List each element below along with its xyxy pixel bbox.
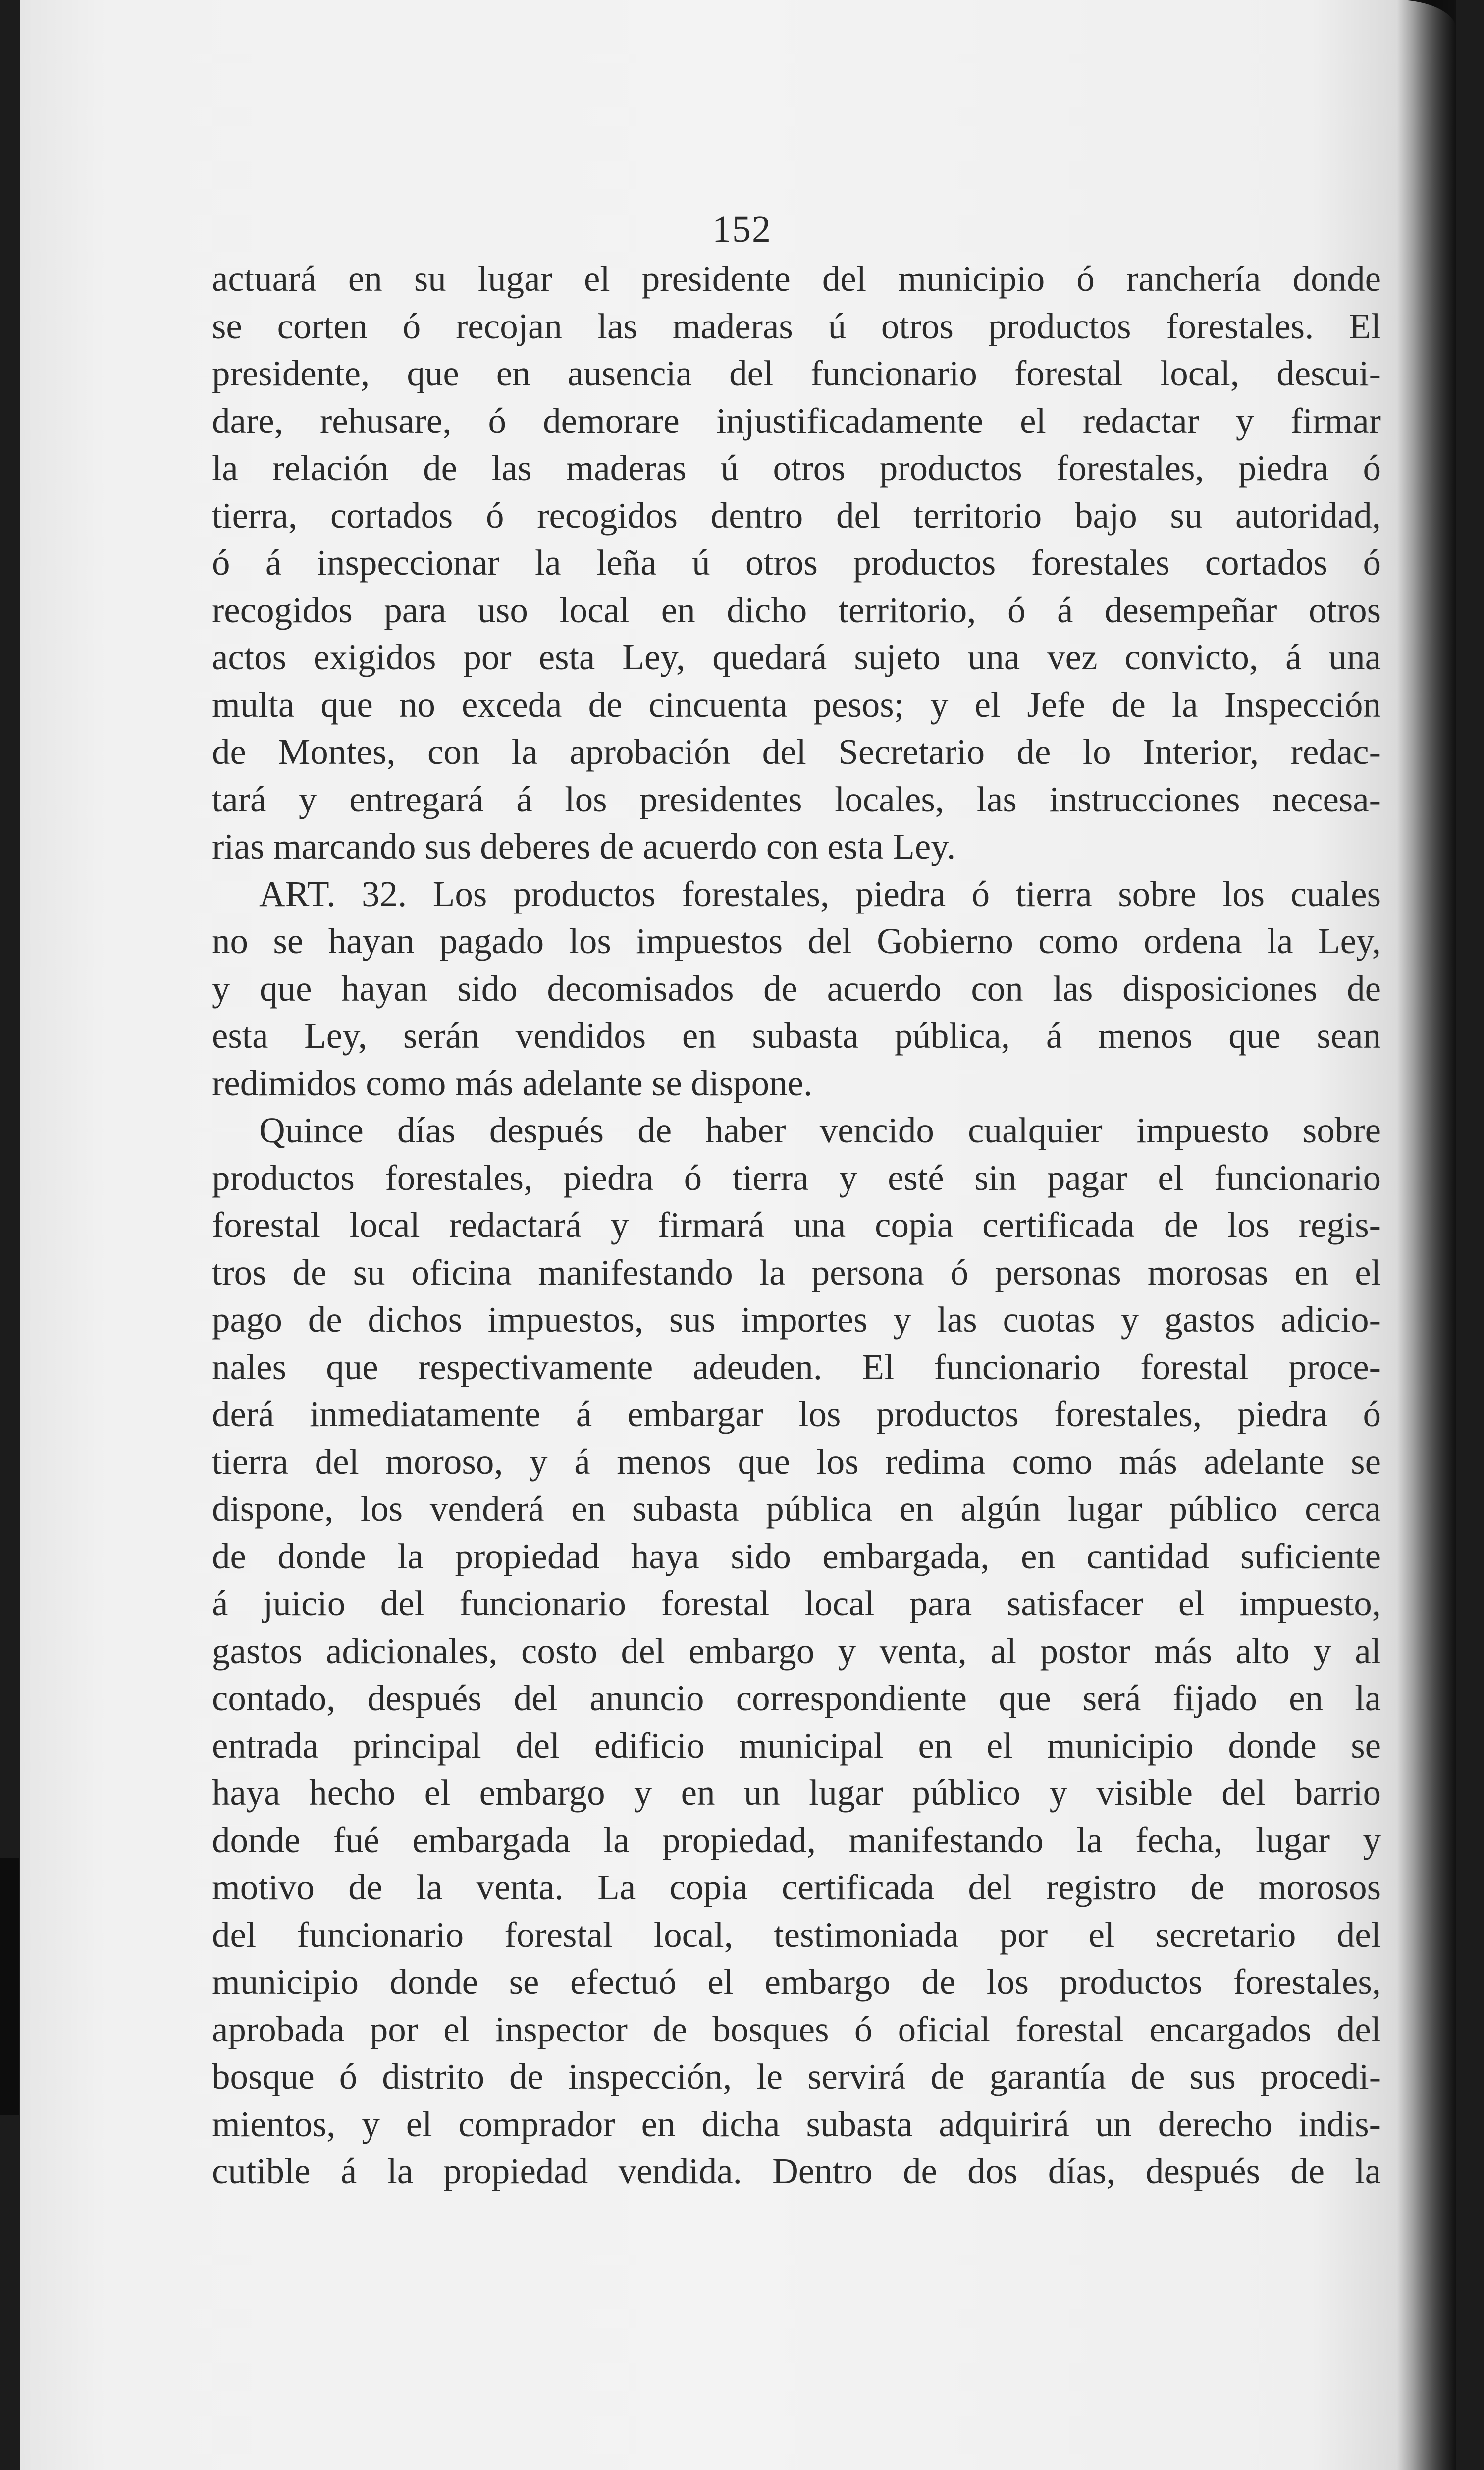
text-line: municipio donde se efectuó el embargo de los productos forestales, xyxy=(212,1962,1381,2002)
binding-mark xyxy=(0,1858,19,2115)
text-line: recogidos para uso local en dicho territorio, ó á desempeñar otros xyxy=(212,590,1381,630)
text-line: presidente, que en ausencia del funcionario forestal local, descui- xyxy=(212,353,1381,393)
text-line: se corten ó recojan las maderas ú otros productos forestales. El xyxy=(212,306,1381,346)
text-line: del funcionario forestal local, testimoniada por el secretario del xyxy=(212,1914,1381,1955)
text-line: tará y entregará á los presidentes locales, las instrucciones necesa- xyxy=(212,779,1381,819)
text-line: tierra del moroso, y á menos que los redima como más adelante se xyxy=(212,1441,1381,1482)
text-line: nales que respectivamente adeuden. El funcionario forestal proce- xyxy=(212,1346,1381,1387)
text-line: cutible á la propiedad vendida. Dentro de dos días, después de la xyxy=(212,2151,1381,2191)
text-line: mientos, y el comprador en dicha subasta adquirirá un derecho indis- xyxy=(212,2103,1381,2144)
text-line: derá inmediatamente á embargar los productos forestales, piedra ó xyxy=(212,1394,1381,1434)
text-line: ó á inspeccionar la leña ú otros productos forestales cortados ó xyxy=(212,542,1381,583)
text-line: actos exigidos por esta Ley, quedará sujeto una vez convicto, á una xyxy=(212,637,1381,677)
text-line: esta Ley, serán vendidos en subasta pública, á menos que sean xyxy=(212,1016,1381,1056)
text-line: y que hayan sido decomisados de acuerdo con las disposiciones de xyxy=(212,968,1381,1009)
text-line: á juicio del funcionario forestal local para satisfacer el impuesto, xyxy=(212,1583,1381,1623)
text-line: tros de su oficina manifestando la persona ó personas morosas en el xyxy=(212,1252,1381,1292)
text-line: aprobada por el inspector de bosques ó oficial forestal encargados del xyxy=(212,2009,1381,2049)
text-line: motivo de la venta. La copia certificada del registro de morosos xyxy=(212,1867,1381,1907)
text-line: tierra, cortados ó recogidos dentro del territorio bajo su autoridad, xyxy=(212,495,1381,536)
text-line: donde fué embargada la propiedad, manifestando la fecha, lugar y xyxy=(212,1820,1381,1860)
text-line: la relación de las maderas ú otros productos forestales, piedra ó xyxy=(212,448,1381,488)
text-line: productos forestales, piedra ó tierra y esté sin pagar el funcionario xyxy=(212,1157,1381,1198)
text-line: ART. 32. Los productos forestales, piedra ó tierra sobre los cuales xyxy=(259,873,1381,914)
text-line: gastos adicionales, costo del embargo y venta, al postor más alto y al xyxy=(212,1630,1381,1671)
text-line: pago de dichos impuestos, sus importes y las cuotas y gastos adicio- xyxy=(212,1299,1381,1340)
text-line: haya hecho el embargo y en un lugar público y visible del barrio xyxy=(212,1772,1381,1813)
text-line: de donde la propiedad haya sido embargada, en cantidad suficiente xyxy=(212,1536,1381,1576)
body-text xyxy=(212,255,1381,2195)
text-line: dispone, los venderá en subasta pública en algún lugar público cerca xyxy=(212,1489,1381,1529)
text-line: entrada principal del edificio municipal en el municipio donde se xyxy=(212,1725,1381,1766)
text-line: redimidos como más adelante se dispone. xyxy=(212,1063,813,1103)
text-line: rias marcando sus deberes de acuerdo con esta Ley. xyxy=(212,826,956,866)
text-line: multa que no exceda de cincuenta pesos; y el Jefe de la Inspección xyxy=(212,684,1381,725)
text-line: bosque ó distrito de inspección, le servirá de garantía de sus procedi- xyxy=(212,2056,1381,2096)
text-line: contado, después del anuncio correspondiente que será fijado en la xyxy=(212,1678,1381,1718)
text-line: dare, rehusare, ó demorare injustificadamente el redactar y firmar xyxy=(212,400,1381,441)
text-line: de Montes, con la aprobación del Secretario de lo Interior, redac- xyxy=(212,732,1381,772)
text-line: no se hayan pagado los impuestos del Gobierno como ordena la Ley, xyxy=(212,921,1381,961)
page-edge-shadow xyxy=(1397,0,1456,2470)
text-line: Quince días después de haber vencido cualquier impuesto sobre xyxy=(259,1110,1381,1150)
page-number: 152 xyxy=(712,209,772,250)
text-line: forestal local redactará y firmará una copia certificada de los regis- xyxy=(212,1205,1381,1245)
text-line: actuará en su lugar el presidente del municipio ó ranchería donde xyxy=(212,259,1381,299)
